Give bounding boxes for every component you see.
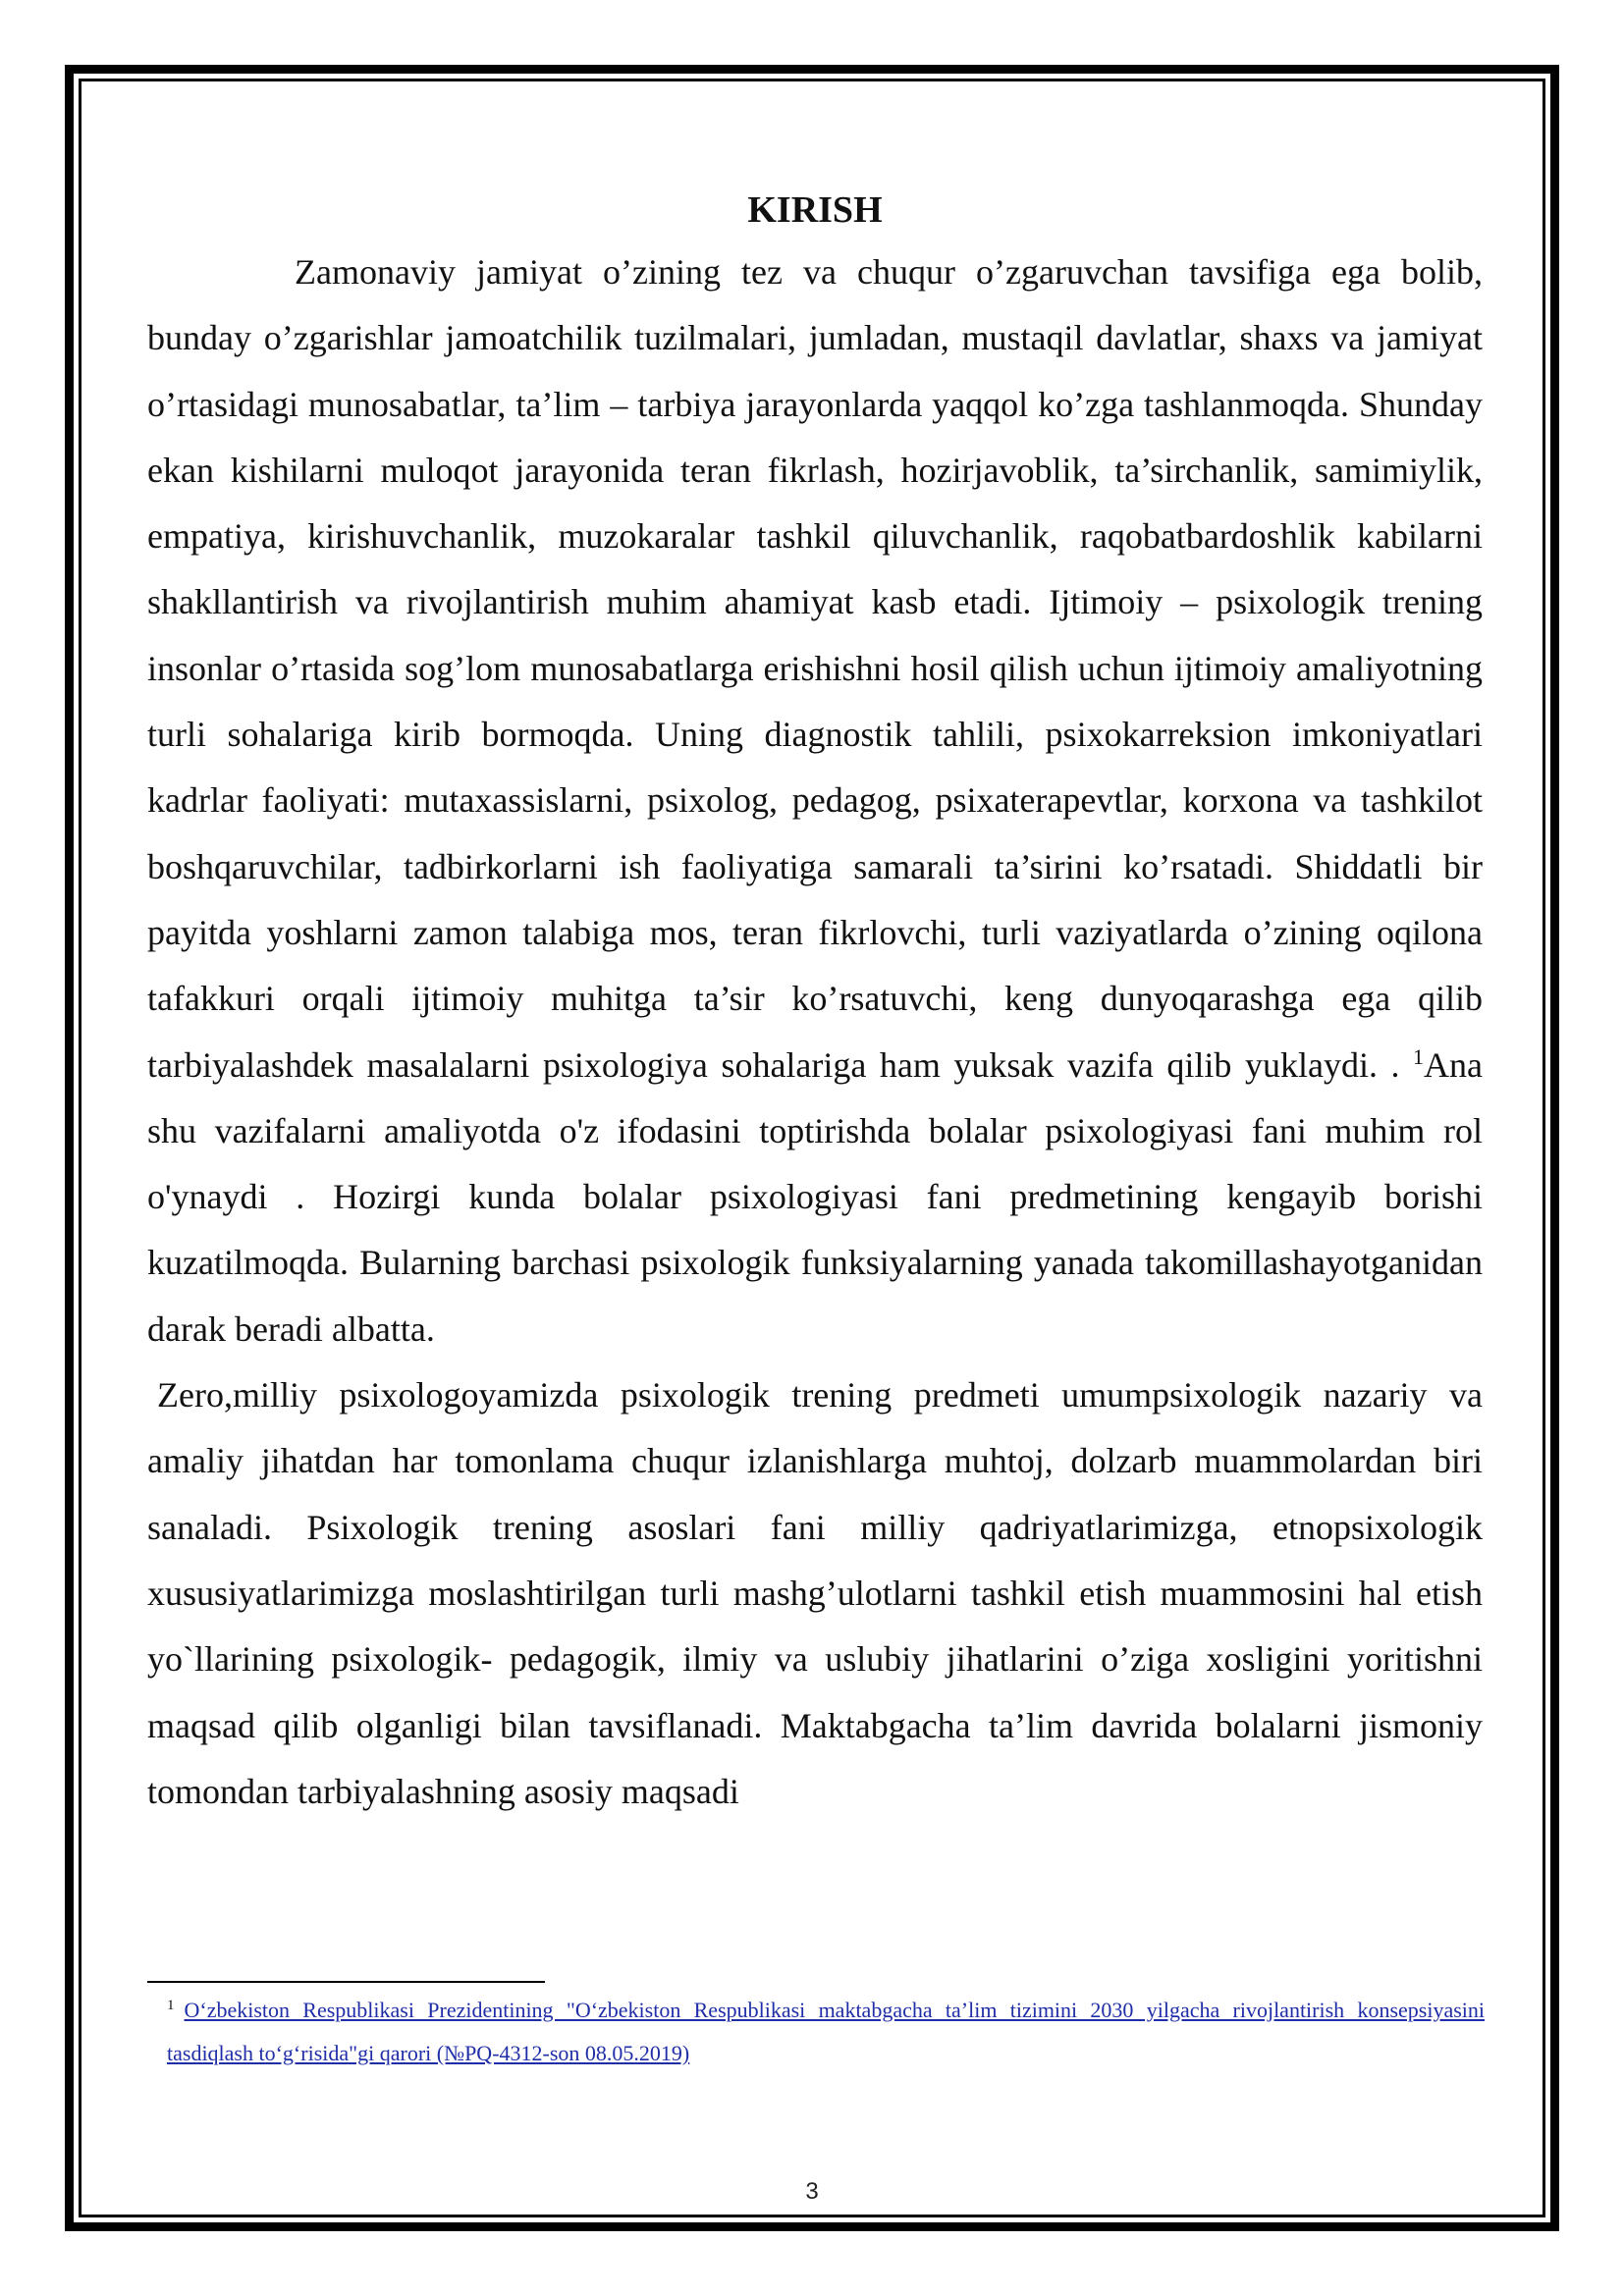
footnote [167,1989,1485,2075]
document-body [147,187,1483,1825]
page-title: KIRISH [747,189,883,231]
paragraph-1-text-b: Ana shu vazifalarni amaliyotda o'z ifodasini toptirishda bolalar psixologiyasi fani muhim rol o'ynaydi . Hozirgi kunda bolalar psixologiyasi fani predmetining kengayib borishi kuzatilmoqda. Bularning barchasi psixologik funksiyalarning yanada takomillashayotganidan darak beradi albatta. [147,1044,1483,1349]
footnote-reference[interactable]: 1 [1413,1043,1425,1069]
page-number: 3 [805,2178,819,2205]
footnote-mark: 1 [167,1997,175,2013]
footnote-separator [147,1981,545,1983]
paragraph-1 [147,240,1483,1362]
paragraph-1-text-a: Zamonaviy jamiyat o’zining tez va chuqur o’zgaruvchan tavsifiga ega bolib, bunday o’zgarishlar jamoatchilik tuzilmalari, jumladan, mustaqil davlatlar, shaxs va jamiyat o’rtasidagi munosabatlar, ta’lim – tarbiya jarayonlarda yaqqol ko’zga tashlanmoqda. Shunday ekan kishilarni muloqot jarayonida teran fikrlash, hozirjavoblik, ta’sirchanlik, samimiylik, empatiya, kirishuvchanlik, muzokaralar tashkil qiluvchanlik, raqobatbardoshlik kabilarni shakllantirish va rivojlantirish muhim ahamiyat kasb etadi. Ijtimoiy – psixologik trening insonlar o’rtasida sog’lom munosabatlarga erishishni hosil qilish uchun ijtimoiy amaliyotning turli sohalariga kirib bormoqda. Uning diagnostik tahlili, psixokarreksion imkoniyatlari kadrlar faoliyati: mutaxassislarni, psixolog, pedagog, psixaterapevtlar, korxona va tashkilot boshqaruvchilar, tadbirkorlarni ish faoliyatiga samarali ta’sirini ko’rsatadi. Shiddatli bir payitda yoshlarni zamon talabiga mos, teran fikrlovchi, turli vaziyatlarda o’zining oqilona tafakkuri orqali ijtimoiy muhitga ta’sir ko’rsatuvchi, keng dunyoqarashga ega qilib tarbiyalashdek masalalarni psixologiya sohalariga ham yuksak vazifa qilib yuklaydi. . [147,252,1483,1085]
footnote-link[interactable]: O‘zbekiston Respublikasi Prezidentining "O‘zbekiston Respublikasi maktabgacha ta’lim tizimini 2030 yilgacha rivojlantirish konsepsiyasini tasdiqlash to‘g‘risida"gi qarori (№PQ-4312-son 08.05.2019) [167,1998,1485,2065]
paragraph-2: Zero,milliy psixologoyamizda psixologik trening predmeti umumpsixologik nazariy va amaliy jihatdan har tomonlama chuqur izlanishlarga muhtoj, dolzarb muammolardan biri sanaladi. Psixologik trening asoslari fani milliy qadriyatlarimizga, etnopsixologik xususiyatlarimizga moslashtirilgan turli mashg’ulotlarni tashkil etish muammosini hal etish yo`llarining psixologik- pedagogik, ilmiy va uslubiy jihatlarini o’ziga xosligini yoritishni maqsad qilib olganligi bilan tavsiflanadi. Maktabgacha ta’lim davrida bolalarni jismoniy tomondan tarbiyalashning asosiy maqsadi [147,1375,1483,1811]
